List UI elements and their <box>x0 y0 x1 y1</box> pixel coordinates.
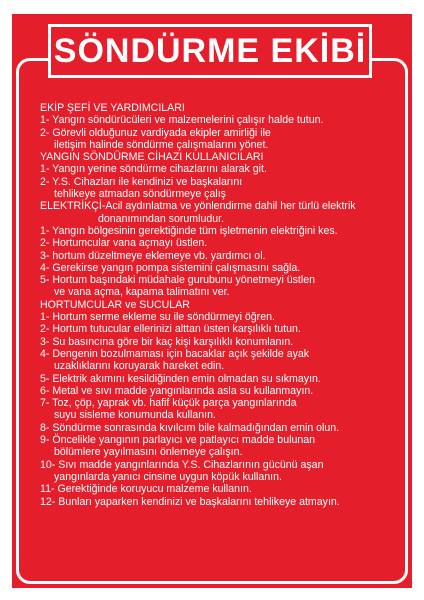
instruction-line: 8- Söndürme sonrasında kıvılcım bile kalmadığından emin olun. <box>40 421 340 434</box>
section-heading: HORTUMCULAR ve SUCULAR <box>40 298 190 311</box>
instruction-line: 3- hortum düzeltmeye eklemeye vb. yardımcı ol. <box>40 249 266 262</box>
instruction-line: 10- Sıvı madde yangınlarında Y.S. Cihazlarının gücünü aşan <box>40 458 324 471</box>
instruction-line: yangınlarda yanıcı cinsine uygun köpük kullanın. <box>54 470 282 483</box>
instruction-line: 2- Hortumcular vana açmayı üstlen. <box>40 237 208 250</box>
instruction-line: 1- Yangın bölgesinin gerektiğinde tüm işletmenin elektriğini kes. <box>40 224 338 237</box>
instruction-line: 4- Dengenin bozulmaması için bacaklar açık şekilde ayak <box>40 347 310 360</box>
instruction-line: 1- Yangın söndürücüleri ve malzemelerini çalışır halde tutun. <box>40 114 324 127</box>
instruction-line: 2- Y.S. Cihazları ile kendinizi ve başkalarını <box>40 175 243 188</box>
instruction-line: 2- Görevli olduğunuz vardiyada ekipler amirliği ile <box>40 126 271 139</box>
instruction-line: donanımından sorumludur. <box>98 212 225 225</box>
instruction-line: bölümlere yayılmasını önlemeye çalışın. <box>54 446 243 459</box>
section-heading: ELEKTRİKÇİ-Acil aydınlatma ve yönlendirme dahil her türlü elektrik <box>40 200 356 213</box>
instruction-line: 12- Bunları yaparken kendinizi ve başkalarını tehlikeye atmayın. <box>40 495 340 508</box>
instruction-line: uzaklıklarını koruyarak hareket edin. <box>54 360 225 373</box>
instruction-line: tehlikeye atmadan söndürmeye çalış <box>54 188 226 201</box>
instruction-line: 2- Hortum tutucular ellerinizi alttan üsten karşılıklı tutun. <box>40 323 301 336</box>
instruction-line: 11- Gerektiğinde koruyucu malzeme kullanın. <box>40 483 252 496</box>
instruction-line: 1- Hortum serme ekleme su ile söndürmeyi öğren. <box>40 311 275 324</box>
instruction-line: 6- Metal ve sıvı madde yangınlarında asla su kullanmayın. <box>40 384 314 397</box>
instructions-body <box>40 102 398 508</box>
title-box <box>48 24 372 78</box>
instruction-line: 9- Öncelikle yangının parlayıcı ve patlayıcı madde bulunan <box>40 434 316 447</box>
instruction-line: suyu sisleme konumunda kullanın. <box>54 409 216 422</box>
instruction-line: 5- Elektrik akımını kesildiğinden emin olmadan su sıkmayın. <box>40 372 321 385</box>
instruction-line: 4- Gerekirse yangın pompa sistemini çalışmasını sağla. <box>40 261 301 274</box>
instruction-line: ve vana açma, kapama talimatını ver. <box>54 286 230 299</box>
fire-team-sign <box>12 14 412 588</box>
sign-title: SÖNDÜRME EKİBİ <box>53 31 367 70</box>
instruction-line: 5- Hortum başındaki müdahale gurubunu yönetmeyi üstlen <box>40 274 316 287</box>
section-heading: YANGIN SÖNDÜRME CİHAZI KULLANICILARI <box>40 151 264 164</box>
instruction-line: 7- Toz, çöp, yaprak vb. hafif küçük parça yangınlarında <box>40 397 297 410</box>
instruction-line: 3- Su basıncına göre bir kaç kişi karşılıklı konumlanın. <box>40 335 294 348</box>
instruction-line: iletişim halinde söndürme çalışmalarını yönet. <box>54 138 269 151</box>
instruction-line: 1- Yangın yerine söndürme cihazlarını alarak git. <box>40 163 267 176</box>
section-heading: EKİP ŞEFİ VE YARDIMCILARI <box>40 102 185 114</box>
